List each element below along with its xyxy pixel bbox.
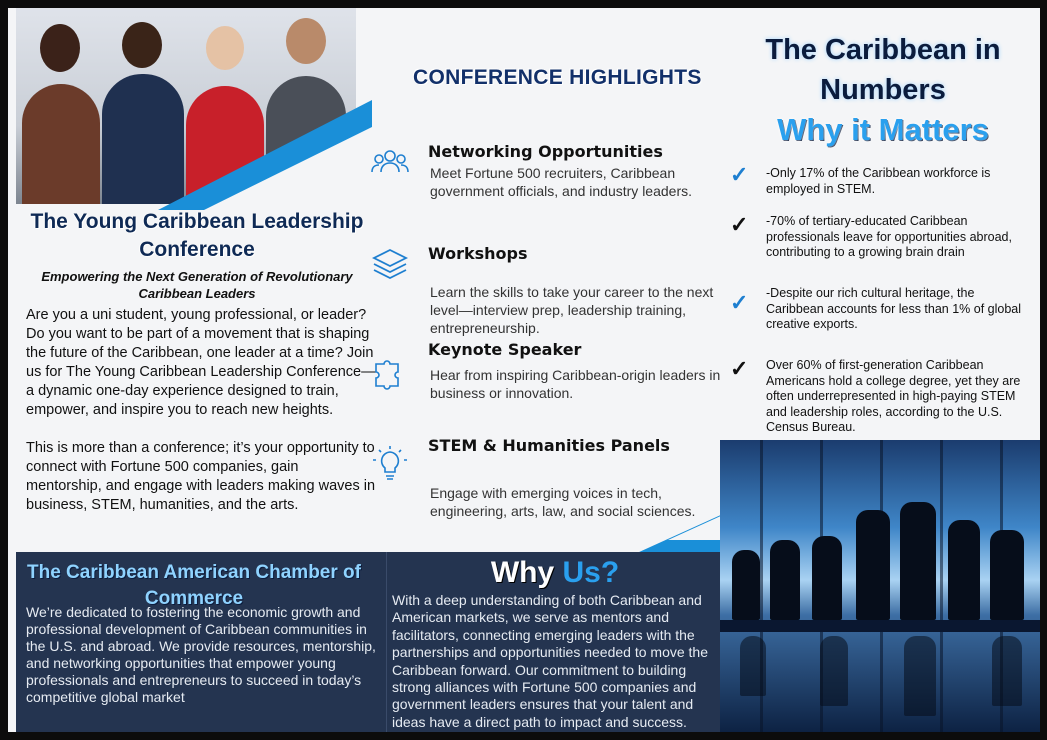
why-us-title-part1: Why: [490, 556, 555, 589]
band-divider: [386, 552, 387, 732]
chamber-description: We’re dedicated to fostering the economic growth and professional development of Caribbean communities in the U.S. and abroad. We provide resources, mentorship, and networking opportunities that empower young professionals and entrepreneurs to succeed in today’s competitive global market: [26, 604, 376, 705]
highlight-name: Workshops: [428, 244, 528, 263]
why-us-title-part2: Us?: [562, 556, 620, 589]
brochure-page: [8, 8, 1040, 732]
stat-text: -Despite our rich cultural heritage, the Caribbean accounts for less than 1% of global creative exports.: [766, 286, 1022, 331]
highlight-name: Keynote Speaker: [428, 340, 582, 359]
numbers-subtitle: Why it Matters: [777, 112, 989, 147]
stat-text: Over 60% of first-generation Caribbean Americans hold a college degree, yet they are often underrepresented in high-paying STEM and leadership roles, according to the U.S. Census Bureau.: [766, 358, 1021, 434]
highlight-description: Engage with emerging voices in tech, engineering, arts, law, and social sciences.: [430, 485, 696, 519]
highlight-name: STEM & Humanities Panels: [428, 436, 670, 455]
conference-paragraph-1: Are you a uni student, young professional, or leader? Do you want to be part of a movement that is shaping the future of the Caribbean, one leader at a time? Join us for The Young Caribbean Leadership Conference—a dynamic one-day experience designed to train, empower, and inspire you to reach new heights.: [26, 307, 376, 418]
conference-title: The Young Caribbean Leadership Conference: [30, 210, 364, 261]
highlight-description: Meet Fortune 500 recruiters, Caribbean government officials, and industry leaders.: [430, 165, 692, 199]
stat-text: -Only 17% of the Caribbean workforce is employed in STEM.: [766, 166, 991, 196]
highlights-title: CONFERENCE HIGHLIGHTS: [413, 66, 702, 89]
highlight-description: Hear from inspiring Caribbean-origin leaders in business or innovation.: [430, 367, 721, 401]
people-icon: [370, 142, 410, 182]
highlight-name: Networking Opportunities: [428, 142, 663, 161]
checkmark-icon: ✓: [730, 356, 749, 381]
why-us-title: [390, 556, 720, 590]
checkmark-icon: ✓: [730, 290, 749, 315]
highlight-description: Learn the skills to take your career to the next level—interview prep, leadership training, entrepreneurship.: [430, 284, 714, 336]
boardroom-photo: [720, 440, 1040, 732]
stat-text: -70% of tertiary-educated Caribbean professionals leave for opportunities abroad, contributing to a growing brain drain: [766, 214, 1012, 259]
checkmark-icon: ✓: [730, 212, 749, 237]
conference-description: [26, 306, 376, 515]
numbers-title: The Caribbean in Numbers: [765, 34, 1001, 106]
conference-paragraph-2: This is more than a conference; it’s your opportunity to connect with Fortune 500 companies, gain mentorship, and engage with leaders making waves in business, STEM, humanities, and the arts.: [26, 440, 376, 513]
puzzle-icon: [370, 350, 410, 390]
layers-icon: [370, 244, 410, 284]
conference-subtitle: Empowering the Next Generation of Revolutionary Caribbean Leaders: [41, 269, 353, 301]
lightbulb-icon: [370, 444, 410, 484]
chamber-title: The Caribbean American Chamber of Commerce: [27, 562, 361, 609]
checkmark-icon: ✓: [730, 162, 749, 187]
why-us-description: With a deep understanding of both Caribbean and American markets, we serve as mentors and facilitators, connecting emerging leaders with the partnerships and opportunities needed to move the Caribbean forward. Our commitment to building strong alliances with Fortune 500 companies and government leaders ensures that your talent and ideas have a direct path to impact and success.: [392, 592, 708, 730]
accent-stripe-mask: [204, 126, 374, 210]
